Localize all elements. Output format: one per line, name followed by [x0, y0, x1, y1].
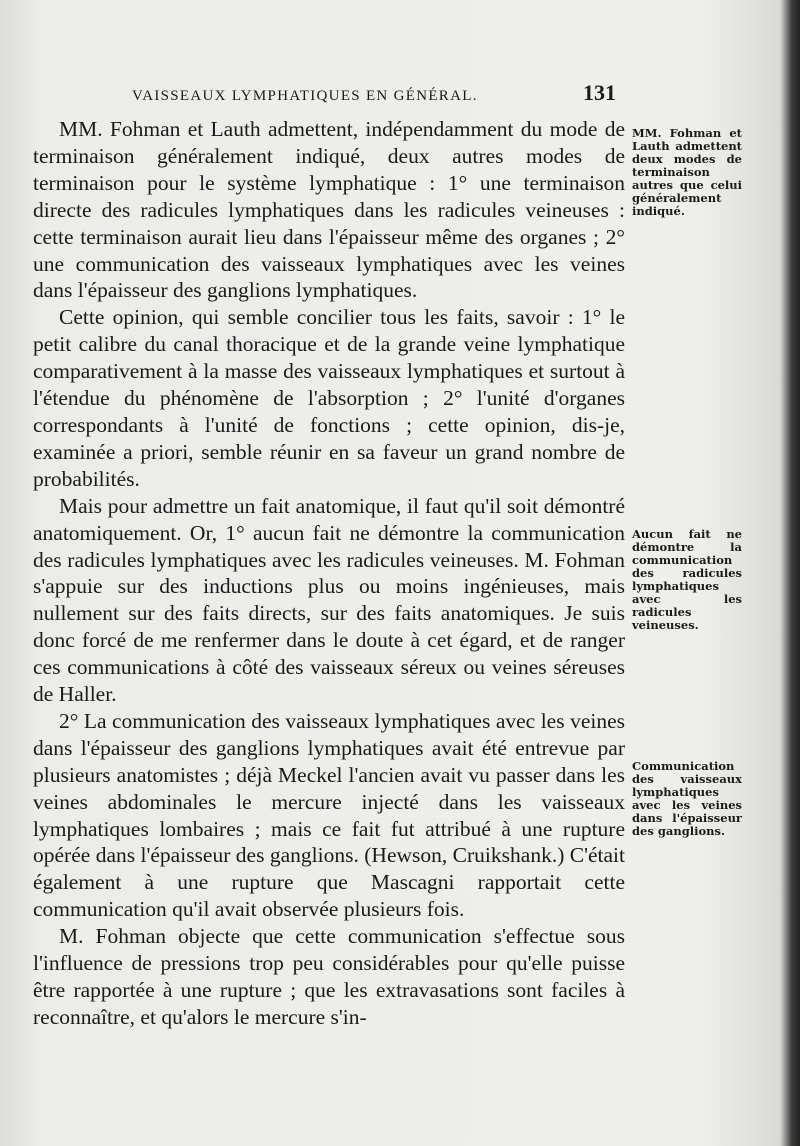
- paragraph: M. Fohman objecte que cette communication s'effectue sous l'influence de pressions trop peu considérables pour qu'elle puisse être rapportée à une rupture ; que les extravasations sont faciles à reconnaître, et qu'alors le mercure s'in-: [33, 924, 625, 1029]
- marginal-note: Aucun fait ne démontre la communication des radicules lymphatiques avec les radicules veineuses.: [632, 527, 742, 632]
- paragraph: Cette opinion, qui semble concilier tous les faits, savoir : 1° le petit calibre du canal thoracique et de la grande veine lymphatique comparativement à la masse des vaisseaux lymphatiques et surtout à l'étendue du phénomène de l'absorption ; 2° l'unité d'organes correspondants à l'unité de fonctions ; cette opinion, dis-je, examinée a priori, semble réunir en sa faveur un grand nombre de probabilités.: [33, 305, 625, 491]
- paragraph: Mais pour admettre un fait anatomique, il faut qu'il soit démontré anatomiquement. Or, 1° aucun fait ne démontre la communication des radicules lymphatiques avec les radicules veineuses. M. Fohman s'appuie sur des inductions plus ou moins ingénieuses, mais nullement sur des faits directs, sur des faits anatomiques. Je suis donc forcé de me renfermer dans le doute à cet égard, et de ranger ces communications à côté des vaisseaux séreux ou veines séreuses de Haller.: [33, 493, 625, 707]
- running-title: VAISSEAUX LYMPHATIQUES EN GÉNÉRAL.: [132, 88, 478, 104]
- paragraph: MM. Fohman et Lauth admettent, indépendamment du mode de terminaison généralement indiqué, deux autres modes de terminaison pour le système lymphatique : 1° une terminaison directe des radicules lymphatiques dans les radicules veineuses : cette terminaison aurait lieu dans l'épaisseur même des organes ; 2° une communication des vaisseaux lymphatiques avec les veines dans l'épaisseur des ganglions lymphatiques.: [33, 117, 625, 303]
- body-text: [33, 116, 625, 1031]
- page-number: 131: [583, 80, 616, 105]
- paragraph: 2° La communication des vaisseaux lymphatiques avec les veines dans l'épaisseur des ganglions lymphatiques avait été entrevue par plusieurs anatomistes ; déjà Meckel l'ancien avait vu passer dans les veines abdominales le mercure injecté dans les vaisseaux lymphatiques lombaires ; mais ce fait fut attribué à une rupture opérée dans l'épaisseur des ganglions. (Hewson, Cruikshank.) C'était également à une rupture que Mascagni rapportait cette communication qu'il avait observée plusieurs fois.: [33, 708, 625, 922]
- marginal-note: MM. Fohman et Lauth admettent deux modes de terminaison autres que celui généralement indiqué.: [632, 126, 742, 218]
- marginal-note: Communication des vaisseaux lymphatiques avec les veines dans l'épaisseur des ganglions.: [632, 759, 742, 838]
